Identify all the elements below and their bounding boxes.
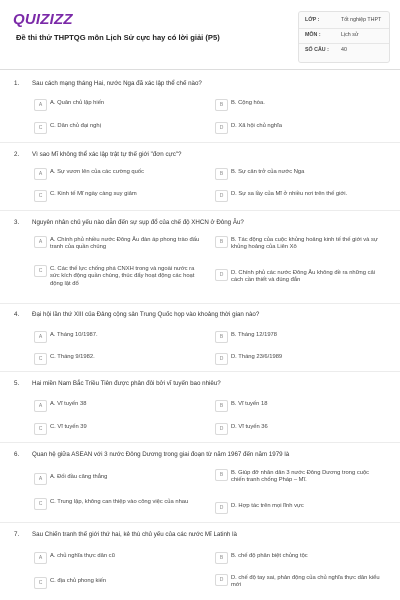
option-text: D. Vĩ tuyến 36 — [231, 424, 268, 430]
option-text: D. Xã hội chủ nghĩa — [231, 123, 282, 129]
question-number: 2. — [14, 151, 20, 158]
worksheet-header — [0, 0, 400, 70]
option-badge: B — [215, 99, 228, 111]
option-badge: A — [34, 473, 47, 485]
worksheet-title: Đề thi thử THPTQG môn Lịch Sử cực hay có lời giải (P5) — [16, 33, 220, 42]
question-text: Sau Chiến tranh thế giới thứ hai, kẻ thù chủ yếu của các nước Mĩ Latinh là — [32, 531, 237, 538]
option-text: B. Giúp đỡ nhân dân 3 nước Đông Dương trong cuộc chiến tranh chống Pháp – Mĩ. — [231, 470, 370, 484]
question-divider — [0, 442, 400, 443]
question-text: Quan hệ giữa ASEAN với 3 nước Đông Dương trong giai đoạn từ năm 1967 đến năm 1979 là — [32, 451, 290, 458]
meta-label: LỚP : — [305, 17, 320, 23]
option-badge: A — [34, 331, 47, 343]
meta-value: 40 — [341, 47, 347, 53]
option-text: A. Đối đầu căng thẳng — [50, 474, 108, 480]
option-badge: B — [215, 236, 228, 248]
option-badge: D — [215, 502, 228, 514]
option-badge: B — [215, 469, 228, 481]
option-badge: B — [215, 168, 228, 180]
question-divider — [0, 371, 400, 372]
quizizz-logo[interactable]: QUIZIZZ — [13, 11, 73, 28]
option-badge: C — [34, 577, 47, 589]
question-divider — [0, 303, 400, 304]
option-text: A. Quân chủ lập hiến — [50, 100, 105, 106]
meta-label: SỐ CÂU : — [305, 47, 329, 53]
question-divider — [0, 522, 400, 523]
option-text: A. Vĩ tuyến 38 — [50, 401, 87, 407]
question-number: 6. — [14, 451, 20, 458]
option-badge: C — [34, 190, 47, 202]
option-text: D. chế độ tay sai, phản động của chủ nghĩa thực dân kiểu mới — [231, 575, 380, 589]
option-text: B. Sự cản trở của nước Nga — [231, 169, 305, 175]
option-text: B. Tác động của cuộc khủng hoảng kinh tế thế giới và sự khủng hoảng của Liên Xô — [231, 237, 378, 251]
option-text: C. địa chủ phong kiến — [50, 578, 107, 584]
option-badge: A — [34, 236, 47, 248]
option-text: B. chế độ phân biệt chủng tộc — [231, 553, 308, 559]
question-divider — [0, 142, 400, 143]
option-text: A. Sự vươn lên của các cường quốc — [50, 169, 145, 175]
option-badge: D — [215, 423, 228, 435]
question-text: Sau cách mạng tháng Hai, nước Nga đã xác lập thể chế nào? — [32, 80, 202, 87]
option-text: C. Kinh tế Mĩ ngày càng suy giảm — [50, 191, 137, 197]
option-text: A. Tháng 10/1987. — [50, 332, 98, 338]
meta-value: Lịch sử — [341, 32, 359, 38]
option-text: B. Cộng hòa. — [231, 100, 265, 106]
option-badge: A — [34, 552, 47, 564]
meta-label: MÔN : — [305, 32, 321, 38]
option-text: C. Vĩ tuyến 39 — [50, 424, 87, 430]
option-badge: C — [34, 423, 47, 435]
meta-row-count — [305, 44, 385, 58]
option-badge: B — [215, 331, 228, 343]
question-number: 7. — [14, 531, 20, 538]
option-badge: C — [34, 122, 47, 134]
option-badge: D — [215, 353, 228, 365]
option-text: A. chủ nghĩa thực dân cũ — [50, 553, 115, 559]
option-badge: A — [34, 400, 47, 412]
question-text: Hai miền Nam Bắc Triều Tiên được phân đôi bởi vĩ tuyến bao nhiêu? — [32, 380, 221, 387]
question-text: Đại hội lần thứ XIII của Đảng cộng sản Trung Quốc họp vào khoảng thời gian nào? — [32, 311, 260, 318]
option-badge: D — [215, 269, 228, 281]
option-text: D. Sự sa lầy của Mĩ ở nhiều nơi trên thế giới. — [231, 191, 348, 197]
meta-row-class — [305, 14, 385, 28]
question-divider — [0, 210, 400, 211]
option-badge: B — [215, 552, 228, 564]
option-badge: D — [215, 190, 228, 202]
meta-row-subject — [305, 29, 385, 43]
question-number: 1. — [14, 80, 20, 87]
option-text: C. Dân chủ đại nghị — [50, 123, 101, 129]
meta-info-box — [298, 11, 390, 63]
meta-value: Tốt nghiệp THPT — [341, 17, 382, 23]
option-badge: D — [215, 122, 228, 134]
question-number: 3. — [14, 219, 20, 226]
option-badge: C — [34, 265, 47, 277]
question-number: 4. — [14, 311, 20, 318]
option-text: C. Trung lập, không can thiệp vào công việc của nhau — [50, 499, 189, 505]
option-badge: B — [215, 400, 228, 412]
question-number: 5. — [14, 380, 20, 387]
option-text: D. Chính phủ các nước Đông Âu không đề ra những cải cách cần thiết và đúng đắn — [231, 270, 376, 284]
option-badge: A — [34, 168, 47, 180]
question-text: Vì sao Mĩ không thể xác lập trật tự thế giới "đơn cực"? — [32, 151, 182, 158]
option-text: C. Các thế lực chống phá CNXH trong và ngoài nước ra sức kích động quần chúng, thúc đẩy hoạt động các hoạt động lật đổ — [50, 266, 195, 287]
option-badge: C — [34, 353, 47, 365]
option-text: B. Tháng 12/1978 — [231, 332, 277, 338]
option-badge: D — [215, 574, 228, 586]
option-text: D. Tháng 23/6/1989 — [231, 354, 283, 360]
option-text: C. Tháng 9/1982. — [50, 354, 95, 360]
question-text: Nguyên nhân chủ yếu nào dẫn đến sự sụp đổ của chế độ XHCN ở Đông Âu? — [32, 219, 244, 226]
option-text: A. Chính phủ nhiều nước Đông Âu đàn áp phong trào đấu tranh của quần chúng — [50, 237, 200, 251]
header-divider — [0, 69, 400, 70]
option-text: B. Vĩ tuyến 18 — [231, 401, 268, 407]
option-badge: A — [34, 99, 47, 111]
option-text: D. Hợp tác trên mọi lĩnh vực — [231, 503, 304, 509]
option-badge: C — [34, 498, 47, 510]
